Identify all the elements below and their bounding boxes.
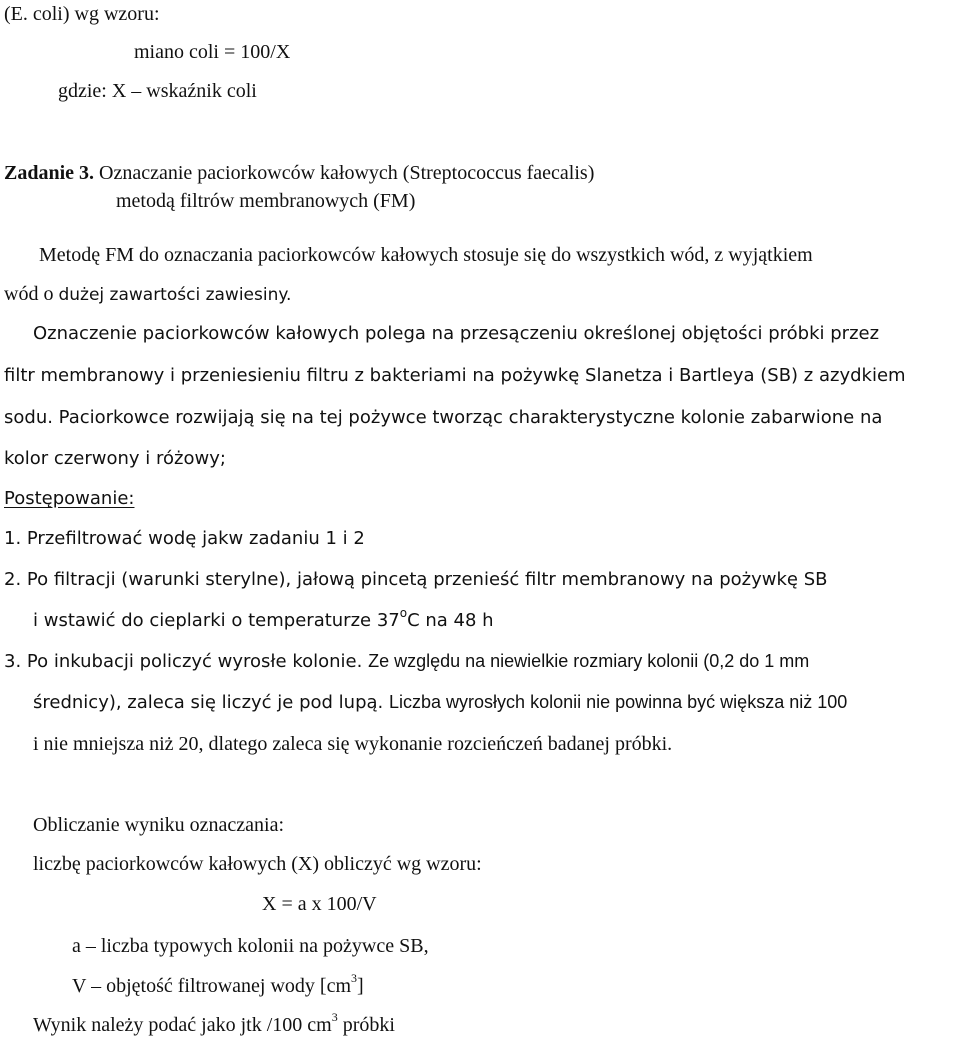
result-cube-sup: 3 — [331, 1010, 338, 1025]
procedure-heading: Postępowanie: — [4, 488, 135, 509]
step3-line1-end: Ze względu na niewielkie rozmiary kolonii (0,2 do 1 mm — [368, 651, 810, 671]
calc-result — [33, 1010, 395, 1037]
procedure-step2-line2 — [33, 606, 494, 633]
para1-line1: Metodę FM do oznaczania paciorkowców kałowych stosuje się do wszystkich wód, z wyjątkiem — [39, 244, 813, 266]
task3-label: Zadanie 3. — [4, 162, 95, 184]
step3-line2-end: Liczba wyrosłych kolonii nie powinna być większa niż 100 — [389, 692, 848, 712]
intro-line: (E. coli) wg wzoru: — [4, 3, 160, 25]
para2-line4: kolor czerwony i różowy; — [4, 448, 226, 469]
degree-sup: o — [399, 606, 408, 620]
cube-sup: 3 — [351, 971, 358, 986]
calc-heading: Obliczanie wyniku oznaczania: — [33, 814, 284, 836]
result-end: próbki — [337, 1014, 395, 1036]
step2-text: i wstawić do cieplarki o temperaturze 37 — [33, 610, 400, 631]
where-definition: gdzie: X – wskaźnik coli — [58, 80, 257, 102]
step2-text-end: C na 48 h — [407, 610, 494, 631]
calc-formula: X = a x 100/V — [262, 893, 377, 915]
v-def-end: ] — [357, 975, 364, 997]
result-text: Wynik należy podać jako jtk /100 cm — [33, 1014, 332, 1036]
para1-line2-end: dużej zawartości zawiesiny. — [58, 285, 292, 305]
procedure-step3-line3: i nie mniejsza niż 20, dlatego zaleca się wykonanie rozcieńczeń badanej próbki. — [33, 733, 673, 755]
calc-a-definition: a – liczba typowych kolonii na pożywce SB, — [72, 935, 429, 957]
v-def-text: V – objętość filtrowanej wody [cm — [72, 975, 352, 997]
para1-line2-start: wód o — [4, 283, 54, 305]
para2-line2: filtr membranowy i przeniesieniu filtru z bakteriami na pożywkę Slanetza i Bartleya (SB) z azydkiem — [4, 365, 906, 386]
task3-title: Oznaczanie paciorkowców kałowych (Streptococcus faecalis) — [99, 162, 595, 184]
procedure-step3-line2 — [33, 690, 847, 715]
procedure-step2-line1: 2. Po filtracji (warunki sterylne), jałową pincetą przenieść filtr membranowy na pożywkę SB — [4, 569, 828, 590]
task3-title-line1 — [4, 161, 594, 185]
procedure-step1: 1. Przefiltrować wodę jakw zadaniu 1 i 2 — [4, 528, 365, 549]
miano-coli-formula: miano coli = 100/X — [134, 41, 291, 63]
procedure-step3-line1 — [4, 649, 809, 674]
para2-line1: Oznaczenie paciorkowców kałowych polega na przesączeniu określonej objętości próbki przez — [33, 323, 880, 344]
task3-title-line2: metodą filtrów membranowych (FM) — [116, 190, 416, 212]
calc-v-definition — [72, 971, 364, 998]
step3-line2-start: średnicy), zaleca się liczyć je pod lupą. — [33, 692, 384, 713]
step3-line1-start: 3. Po inkubacji policzyć wyrosłe kolonie. — [4, 651, 363, 672]
calc-line1: liczbę paciorkowców kałowych (X) obliczyć wg wzoru: — [33, 853, 482, 875]
para2-line3: sodu. Paciorkowce rozwijają się na tej pożywce tworząc charakterystyczne kolonie zabarwione na — [4, 407, 883, 428]
para1-line2 — [4, 282, 291, 307]
